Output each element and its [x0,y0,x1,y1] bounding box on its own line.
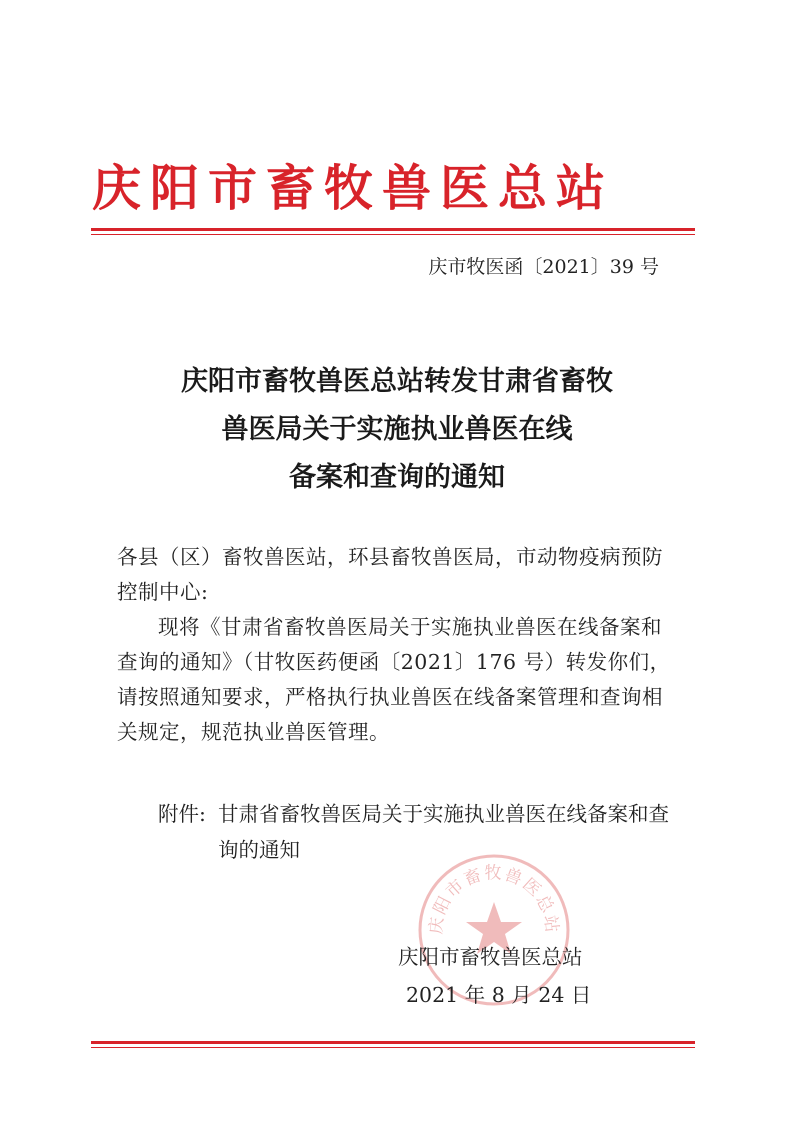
footer-divider-thin [91,1047,695,1048]
signature-block [398,938,591,1014]
document-number: 庆市牧医函〔2021〕39 号 [428,256,659,278]
body-paragraph: 现将《甘肃省畜牧兽医局关于实施执业兽医在线备案和查询的通知》（甘牧医药便函〔2021〕176 号）转发你们，请按照通知要求，严格执行执业兽医在线备案管理和查询相关规定，规范执业兽医管理。 [117,615,671,744]
org-header-title: 庆阳市畜牧兽医总站 [92,159,615,217]
addressee: 各县（区）畜牧兽医站，环县畜牧兽医局，市动物疫病预防控制中心: [117,545,663,604]
attachment-text: 甘肃省畜牧兽医局关于实施执业兽医在线备案和查询的通知 [218,802,669,862]
title-line-2: 兽医局关于实施执业兽医在线 [221,414,573,445]
title-line-3: 备案和查询的通知 [289,462,505,493]
document-title [90,358,704,502]
attachment-label: 附件: [158,802,206,826]
title-line-1: 庆阳市畜牧兽医总站转发甘肃省畜牧 [181,366,613,397]
header-divider-thick [91,228,695,231]
document-body [117,540,677,750]
signature-org: 庆阳市畜牧兽医总站 [398,945,583,969]
signature-date: 2021 年 8 月 24 日 [406,983,592,1007]
footer-divider-thick [91,1041,695,1044]
header-divider-thin [91,234,695,235]
seal-text: 庆阳市畜牧兽医总站 [426,863,562,936]
